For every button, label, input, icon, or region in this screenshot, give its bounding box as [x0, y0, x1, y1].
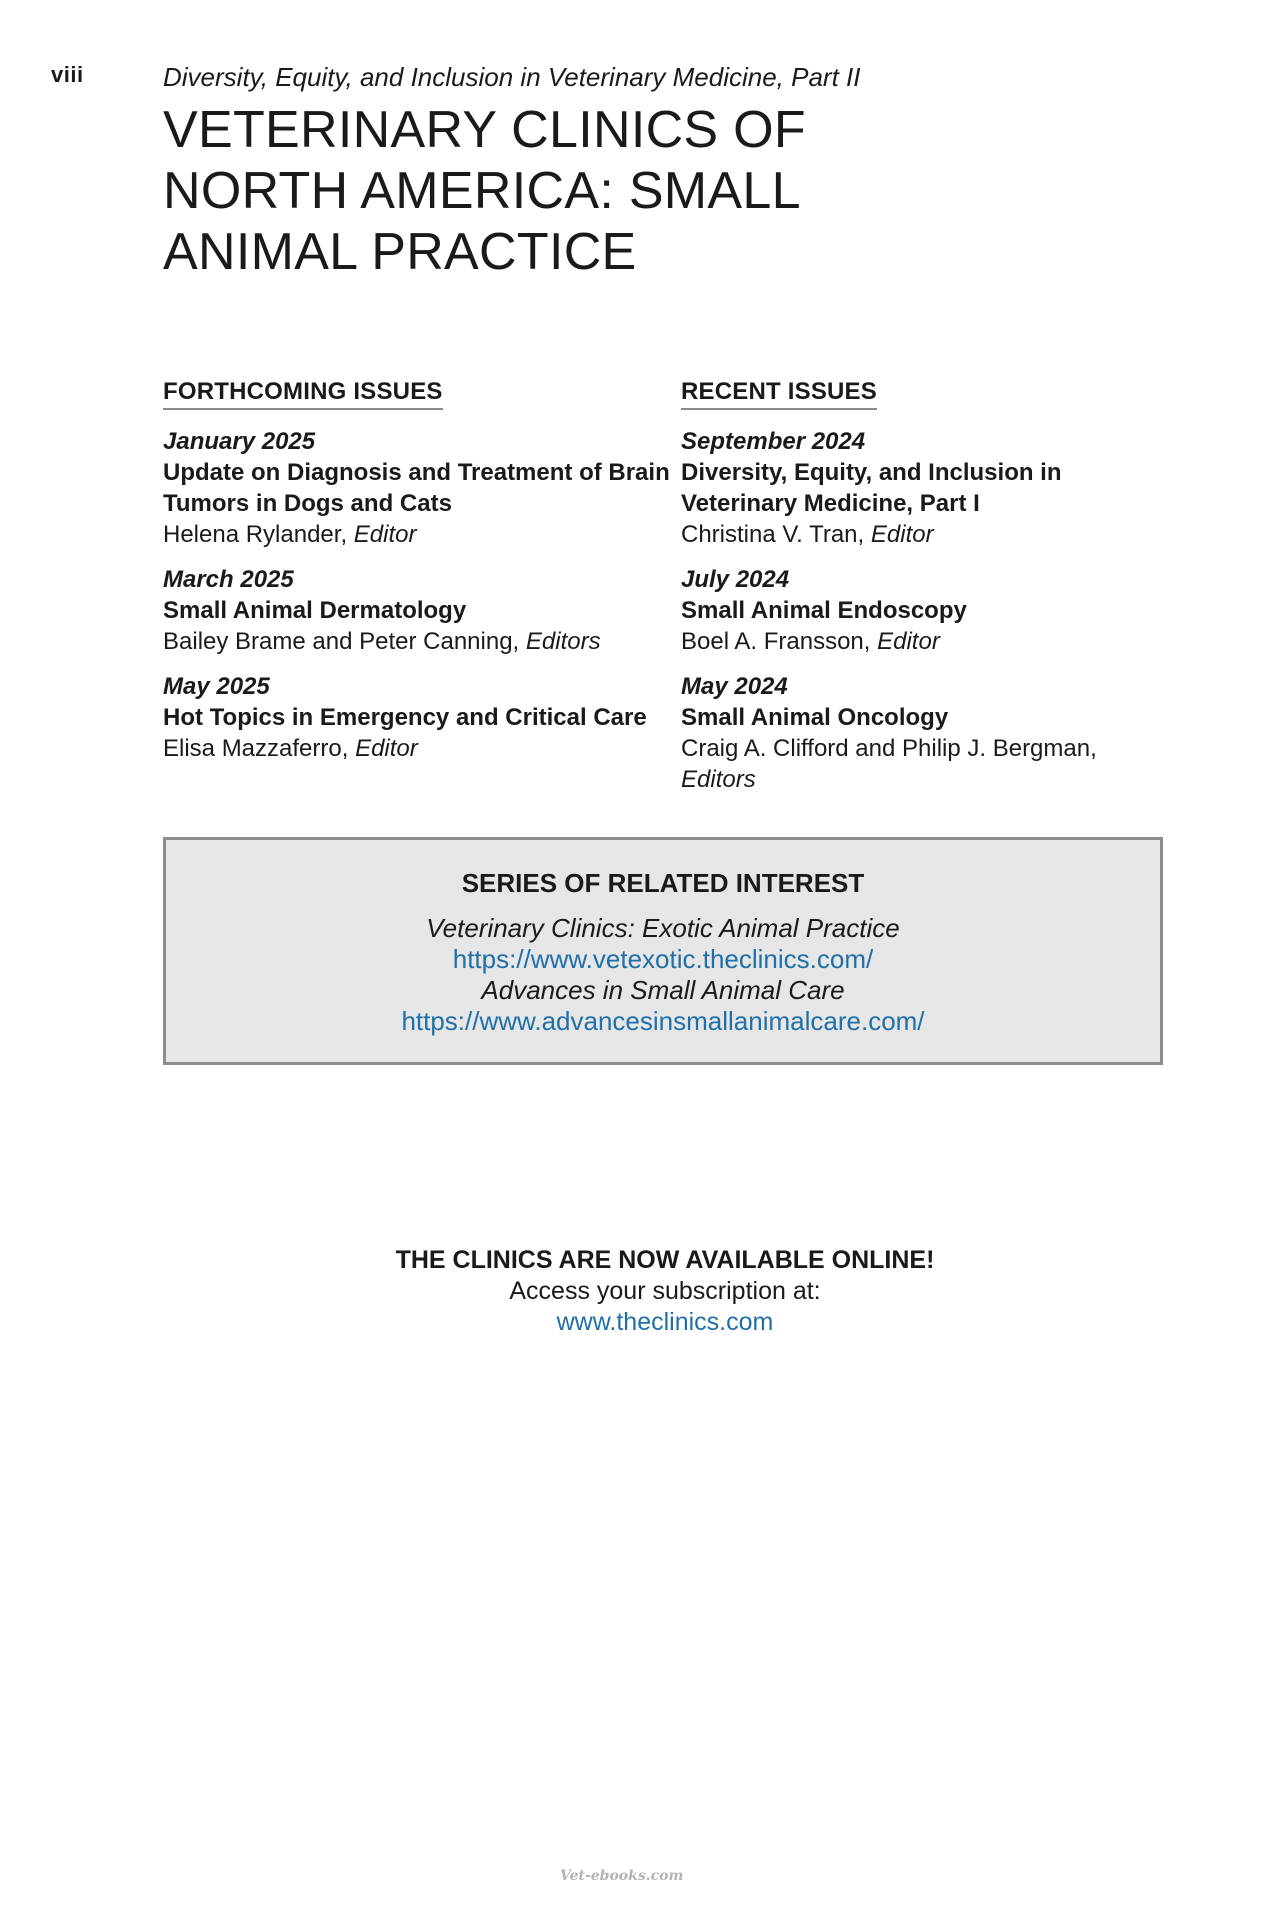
issue-date: March 2025: [163, 566, 294, 593]
page-number: viii: [51, 62, 84, 87]
issue-editor: [163, 626, 673, 657]
issue-date: May 2024: [681, 673, 788, 700]
related-series-link[interactable]: https://www.advancesinsmallanimalcare.com/: [401, 1006, 925, 1036]
editor-role: Editor: [353, 521, 417, 548]
forthcoming-heading: FORTHCOMING ISSUES: [163, 378, 443, 410]
editor-role: Editors: [525, 628, 601, 655]
recent-heading: RECENT ISSUES: [681, 378, 877, 410]
issue-editor: [681, 626, 1171, 657]
list-item: [163, 564, 673, 657]
related-series-link[interactable]: https://www.vetexotic.theclinics.com/: [452, 944, 874, 974]
related-series-box: [163, 837, 1163, 1065]
related-series-title: Advances in Small Animal Care: [481, 975, 845, 1005]
list-item: [163, 671, 673, 764]
editor-role: Editor: [355, 735, 418, 762]
issue-date: January 2025: [163, 428, 316, 455]
editor-name: Elisa Mazzaferro,: [163, 735, 356, 762]
issue-title: Small Animal Dermatology: [163, 597, 467, 624]
editor-name: Boel A. Fransson,: [681, 628, 878, 655]
editor-name: Christina V. Tran,: [681, 521, 871, 548]
list-item: [681, 564, 1171, 657]
related-series-title: Veterinary Clinics: Exotic Animal Practice: [426, 913, 900, 943]
editor-role: Editor: [870, 521, 934, 548]
editor-role: Editors: [681, 766, 756, 793]
online-text: Access your subscription at:: [509, 1277, 821, 1305]
issue-title: Diversity, Equity, and Inclusion in Veterinary Medicine, Part I: [681, 459, 1062, 517]
related-heading: SERIES OF RELATED INTEREST: [461, 868, 865, 898]
editor-name: Bailey Brame and Peter Canning,: [163, 628, 526, 655]
recent-issues: [681, 378, 1171, 809]
issue-editor: [681, 519, 1171, 550]
issue-editor: [163, 519, 673, 550]
editor-name: Helena Rylander,: [163, 521, 354, 548]
journal-title: VETERINARY CLINICS OF NORTH AMERICA: SMALL ANIMAL PRACTICE: [163, 101, 806, 281]
editor-role: Editor: [877, 628, 940, 655]
list-item: [163, 426, 673, 550]
online-access-notice: [0, 1245, 1275, 1338]
issue-title: Update on Diagnosis and Treatment of Brain Tumors in Dogs and Cats: [163, 459, 670, 517]
watermark: Vet-ebooks.com: [560, 1868, 684, 1884]
issue-title: Hot Topics in Emergency and Critical Care: [163, 704, 647, 731]
issue-title: Small Animal Oncology: [681, 704, 949, 731]
online-heading: THE CLINICS ARE NOW AVAILABLE ONLINE!: [395, 1246, 935, 1274]
issue-date: July 2024: [681, 566, 790, 593]
list-item: [681, 671, 1171, 795]
issue-editor: [681, 733, 1171, 795]
editor-name: Craig A. Clifford and Philip J. Bergman,: [681, 735, 1097, 762]
issue-title: Small Animal Endoscopy: [681, 597, 967, 624]
online-link[interactable]: www.theclinics.com: [556, 1308, 774, 1336]
issue-date: May 2025: [163, 673, 270, 700]
running-head: Diversity, Equity, and Inclusion in Veterinary Medicine, Part II: [163, 62, 861, 92]
list-item: [681, 426, 1171, 550]
issue-date: September 2024: [681, 428, 866, 455]
forthcoming-issues: [163, 378, 673, 778]
issue-editor: [163, 733, 673, 764]
